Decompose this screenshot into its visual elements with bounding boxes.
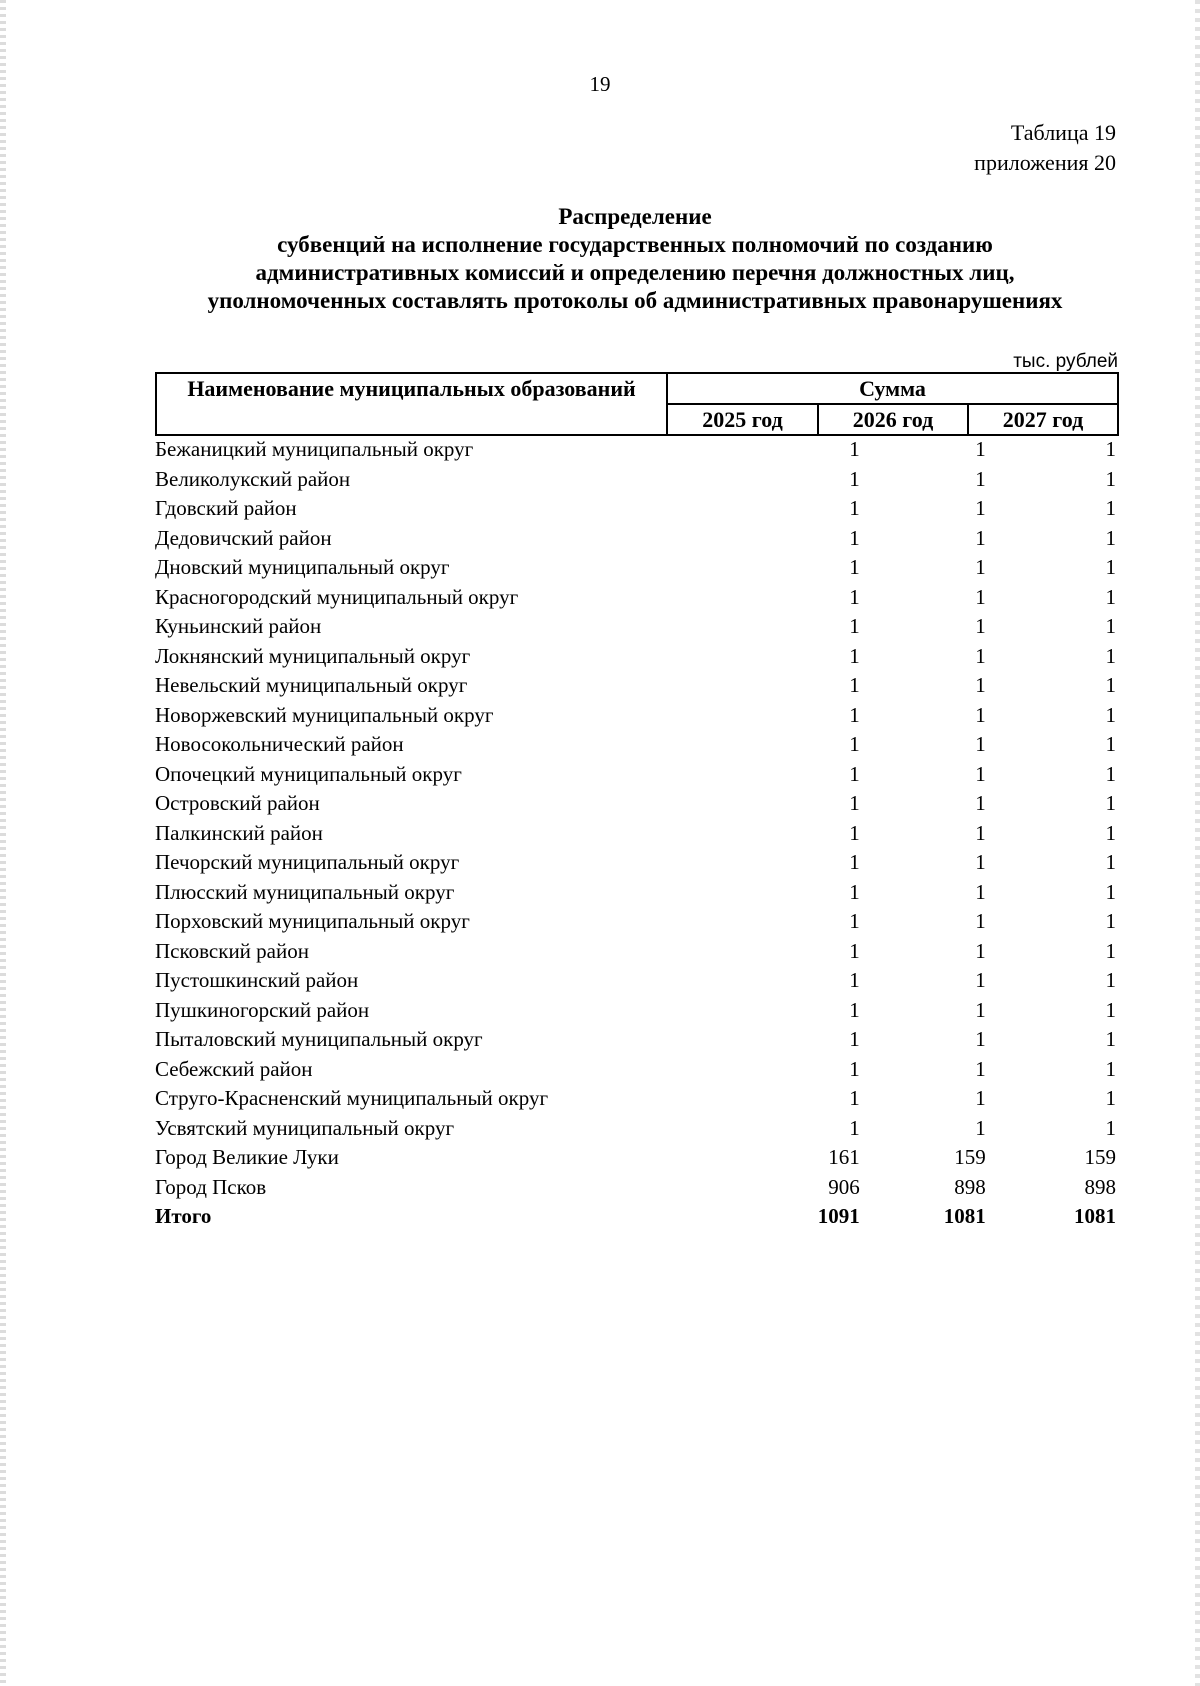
amount-2026: 1: [975, 732, 986, 757]
amount-2025: 1: [849, 761, 860, 786]
amount-2027: 159: [1084, 1145, 1116, 1170]
municipality-name: Бежаницкий муниципальный округ: [155, 437, 474, 462]
amount-2026: 1: [975, 643, 986, 668]
amount-2027: 1: [1105, 791, 1116, 816]
column-header-year-2025: 2025 год: [667, 404, 818, 435]
table-row: [155, 1114, 1116, 1144]
amount-2026: 898: [954, 1174, 986, 1199]
amount-2025: 906: [828, 1174, 860, 1199]
table-row: [155, 524, 1116, 554]
amount-2026: 1: [975, 791, 986, 816]
amount-2025: 1: [849, 791, 860, 816]
municipality-name: Струго-Красненский муниципальный округ: [155, 1086, 549, 1111]
table-reference-line-2: приложения 20: [974, 150, 1116, 175]
amount-2026: 1: [975, 1056, 986, 1081]
table-row: [155, 553, 1116, 583]
amount-2026: 1: [975, 850, 986, 875]
municipality-name: Пустошкинский район: [155, 968, 359, 993]
amount-2027: 1: [1105, 1086, 1116, 1111]
table-row: [155, 1084, 1116, 1114]
municipality-name: Дедовичский район: [155, 525, 332, 550]
municipality-name: Палкинский район: [155, 820, 323, 845]
municipality-name: Красногородский муниципальный округ: [155, 584, 519, 609]
amount-2027: 1: [1105, 525, 1116, 550]
table-row: [155, 1055, 1116, 1085]
scan-edge-right: [1195, 0, 1200, 1686]
table-body: [155, 435, 1116, 1232]
amount-2026: 1: [975, 761, 986, 786]
amount-2025: 1: [849, 1056, 860, 1081]
units-label: тыс. рублей: [1013, 351, 1118, 372]
amount-2025: 1: [849, 1027, 860, 1052]
amount-2025: 1: [849, 466, 860, 491]
table-row: [155, 642, 1116, 672]
amount-2027: 1081: [1074, 1204, 1116, 1229]
amount-2026: 1: [975, 584, 986, 609]
amount-2027: 1: [1105, 584, 1116, 609]
amount-2025: 1: [849, 732, 860, 757]
amount-2027: 1: [1105, 643, 1116, 668]
amount-2027: 1: [1105, 437, 1116, 462]
amount-2025: 1: [849, 525, 860, 550]
amount-2026: 1: [975, 437, 986, 462]
amount-2026: 1: [975, 879, 986, 904]
amount-2027: 1: [1105, 850, 1116, 875]
table-row: [155, 494, 1116, 524]
table-row: [155, 612, 1116, 642]
title-line-1: Распределение: [558, 204, 712, 229]
table-row: [155, 730, 1116, 760]
title-line-2: субвенций на исполнение государственных полномочий по созданию: [277, 232, 993, 257]
municipality-name: Порховский муниципальный округ: [155, 909, 470, 934]
table-row: [155, 760, 1116, 790]
table-reference: [974, 118, 1116, 178]
amount-2027: 1: [1105, 761, 1116, 786]
table-row: [155, 966, 1116, 996]
amount-2027: 1: [1105, 702, 1116, 727]
amount-2026: 1: [975, 997, 986, 1022]
amount-2025: 1: [849, 850, 860, 875]
amount-2025: 1: [849, 584, 860, 609]
municipality-name: Невельский муниципальный округ: [155, 673, 468, 698]
municipality-name: Себежский район: [155, 1056, 313, 1081]
table-header: [155, 372, 1119, 436]
table-row: [155, 1173, 1116, 1203]
municipality-name: Плюсский муниципальный округ: [155, 879, 455, 904]
amount-2027: 1: [1105, 968, 1116, 993]
amount-2025: 1: [849, 938, 860, 963]
municipality-name: Великолукский район: [155, 466, 351, 491]
amount-2025: 1: [849, 643, 860, 668]
amount-2027: 1: [1105, 938, 1116, 963]
title-line-3: административных комиссий и определению перечня должностных лиц,: [255, 260, 1015, 285]
table-row: [155, 878, 1116, 908]
document-title: [150, 203, 1120, 315]
title-line-4: уполномоченных составлять протоколы об административных правонарушениях: [207, 288, 1063, 313]
amount-2025: 1: [849, 614, 860, 639]
amount-2026: 1: [975, 968, 986, 993]
amount-2025: 1: [849, 909, 860, 934]
municipality-name: Усвятский муниципальный округ: [155, 1115, 455, 1140]
table-row: [155, 937, 1116, 967]
amount-2025: 1: [849, 555, 860, 580]
amount-2026: 1: [975, 820, 986, 845]
table-row: [155, 583, 1116, 613]
page-number: 19: [589, 72, 611, 96]
amount-2027: 1: [1105, 1115, 1116, 1140]
amount-2027: 1: [1105, 820, 1116, 845]
municipality-name: Город Великие Луки: [155, 1145, 339, 1170]
amount-2026: 1: [975, 1086, 986, 1111]
scan-edge-left: [0, 0, 6, 1686]
amount-2026: 1: [975, 909, 986, 934]
column-header-year-2027: 2027 год: [968, 404, 1118, 435]
amount-2025: 1: [849, 1086, 860, 1111]
municipality-name: Дновский муниципальный округ: [155, 555, 450, 580]
amount-2026: 1: [975, 673, 986, 698]
amount-2026: 159: [954, 1145, 986, 1170]
municipality-name: Псковский район: [155, 938, 309, 963]
amount-2026: 1: [975, 466, 986, 491]
table-row: [155, 671, 1116, 701]
municipality-name: Печорский муниципальный округ: [155, 850, 460, 875]
column-header-sum: Сумма: [667, 373, 1118, 404]
amount-2026: 1: [975, 555, 986, 580]
amount-2026: 1: [975, 938, 986, 963]
table-row: [155, 435, 1116, 465]
amount-2027: 1: [1105, 496, 1116, 521]
amount-2027: 1: [1105, 879, 1116, 904]
amount-2027: 1: [1105, 555, 1116, 580]
column-header-name: Наименование муниципальных образований: [156, 373, 667, 435]
table-row: [155, 789, 1116, 819]
amount-2025: 1: [849, 1115, 860, 1140]
amount-2026: 1: [975, 702, 986, 727]
table-row: [155, 1143, 1116, 1173]
table-row: [155, 701, 1116, 731]
amount-2025: 1: [849, 820, 860, 845]
municipality-name: Новоржевский муниципальный округ: [155, 702, 494, 727]
municipality-name: Пыталовский муниципальный округ: [155, 1027, 483, 1052]
amount-2025: 1: [849, 997, 860, 1022]
table-total-row: [155, 1202, 1116, 1232]
municipality-name: Новосокольнический район: [155, 732, 404, 757]
amount-2027: 898: [1084, 1174, 1116, 1199]
amount-2027: 1: [1105, 1027, 1116, 1052]
total-label: Итого: [155, 1204, 212, 1229]
municipality-name: Город Псков: [155, 1174, 267, 1199]
municipality-name: Гдовский район: [155, 496, 297, 521]
amount-2025: 161: [828, 1145, 860, 1170]
amount-2027: 1: [1105, 732, 1116, 757]
column-header-year-2026: 2026 год: [818, 404, 968, 435]
amount-2025: 1: [849, 702, 860, 727]
amount-2025: 1: [849, 968, 860, 993]
table-row: [155, 1025, 1116, 1055]
table-reference-line-1: Таблица 19: [1010, 120, 1116, 145]
amount-2026: 1: [975, 614, 986, 639]
table-row: [155, 848, 1116, 878]
amount-2027: 1: [1105, 909, 1116, 934]
amount-2025: 1: [849, 437, 860, 462]
municipality-name: Островский район: [155, 791, 320, 816]
table-row: [155, 996, 1116, 1026]
amount-2026: 1: [975, 1115, 986, 1140]
municipality-name: Куньинский район: [155, 614, 322, 639]
amount-2026: 1: [975, 525, 986, 550]
amount-2025: 1: [849, 496, 860, 521]
amount-2026: 1081: [943, 1204, 986, 1229]
amount-2027: 1: [1105, 997, 1116, 1022]
table-row: [155, 819, 1116, 849]
amount-2027: 1: [1105, 1056, 1116, 1081]
amount-2027: 1: [1105, 673, 1116, 698]
amount-2026: 1: [975, 1027, 986, 1052]
amount-2027: 1: [1105, 614, 1116, 639]
municipality-name: Пушкиногорский район: [155, 997, 370, 1022]
municipality-name: Локнянский муниципальный округ: [155, 643, 471, 668]
table-row: [155, 907, 1116, 937]
amount-2025: 1091: [817, 1204, 860, 1229]
amount-2027: 1: [1105, 466, 1116, 491]
amount-2025: 1: [849, 673, 860, 698]
table-row: [155, 465, 1116, 495]
amount-2026: 1: [975, 496, 986, 521]
municipality-name: Опочецкий муниципальный округ: [155, 761, 462, 786]
amount-2025: 1: [849, 879, 860, 904]
